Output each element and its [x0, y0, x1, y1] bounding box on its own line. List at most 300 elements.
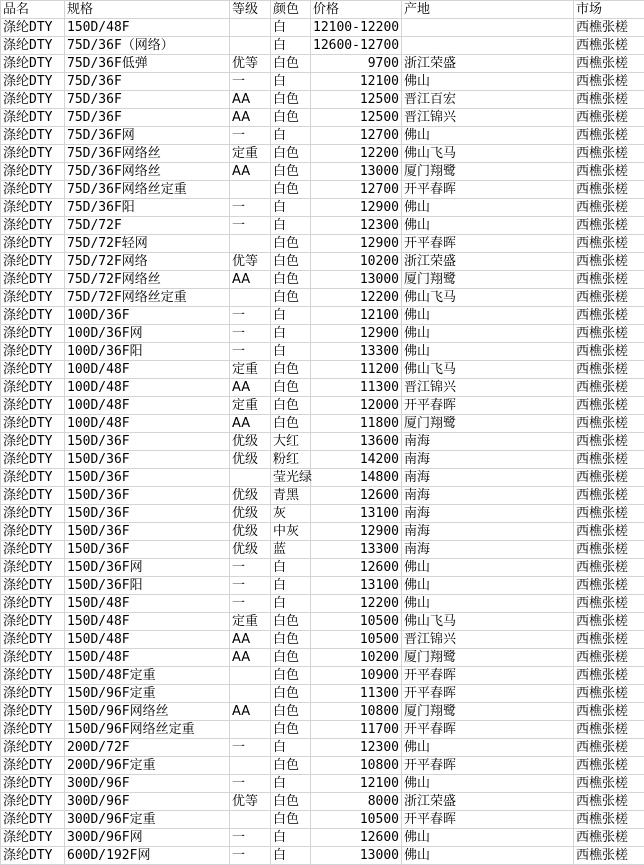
origin-cell[interactable]: 浙江荣盛: [402, 55, 574, 73]
spec-cell[interactable]: 150D/36F: [65, 451, 230, 469]
color-cell[interactable]: 粉红: [271, 451, 311, 469]
header-product[interactable]: 品名: [1, 1, 65, 19]
product-cell[interactable]: 涤纶DTY: [1, 703, 65, 721]
spec-cell[interactable]: 150D/36F: [65, 541, 230, 559]
origin-cell[interactable]: 南海: [402, 523, 574, 541]
grade-cell[interactable]: 一: [230, 73, 271, 91]
product-cell[interactable]: 涤纶DTY: [1, 631, 65, 649]
color-cell[interactable]: 蓝: [271, 541, 311, 559]
market-cell[interactable]: 西樵张槎: [574, 55, 644, 73]
color-cell[interactable]: 大红: [271, 433, 311, 451]
price-cell[interactable]: 11800: [311, 415, 402, 433]
header-market[interactable]: 市场: [574, 1, 644, 19]
color-cell[interactable]: 白色: [271, 289, 311, 307]
price-cell[interactable]: 13600: [311, 433, 402, 451]
origin-cell[interactable]: 佛山飞马: [402, 613, 574, 631]
grade-cell[interactable]: 一: [230, 559, 271, 577]
grade-cell[interactable]: AA: [230, 379, 271, 397]
color-cell[interactable]: 白色: [271, 703, 311, 721]
product-cell[interactable]: 涤纶DTY: [1, 109, 65, 127]
market-cell[interactable]: 西樵张槎: [574, 379, 644, 397]
origin-cell[interactable]: 佛山: [402, 559, 574, 577]
price-cell[interactable]: 12500: [311, 109, 402, 127]
color-cell[interactable]: 白: [271, 325, 311, 343]
header-spec[interactable]: 规格: [65, 1, 230, 19]
market-cell[interactable]: 西樵张槎: [574, 163, 644, 181]
price-cell[interactable]: 12900: [311, 235, 402, 253]
spec-cell[interactable]: 100D/48F: [65, 397, 230, 415]
market-cell[interactable]: 西樵张槎: [574, 469, 644, 487]
color-cell[interactable]: 白: [271, 829, 311, 847]
product-cell[interactable]: 涤纶DTY: [1, 505, 65, 523]
grade-cell[interactable]: 定重: [230, 145, 271, 163]
market-cell[interactable]: 西樵张槎: [574, 613, 644, 631]
product-cell[interactable]: 涤纶DTY: [1, 91, 65, 109]
grade-cell[interactable]: [230, 235, 271, 253]
grade-cell[interactable]: AA: [230, 415, 271, 433]
price-cell[interactable]: 13000: [311, 847, 402, 865]
grade-cell[interactable]: 优等: [230, 793, 271, 811]
origin-cell[interactable]: 佛山: [402, 739, 574, 757]
origin-cell[interactable]: [402, 37, 574, 55]
color-cell[interactable]: 白色: [271, 181, 311, 199]
price-cell[interactable]: 11300: [311, 379, 402, 397]
product-cell[interactable]: 涤纶DTY: [1, 451, 65, 469]
color-cell[interactable]: 白: [271, 559, 311, 577]
grade-cell[interactable]: 一: [230, 307, 271, 325]
grade-cell[interactable]: [230, 667, 271, 685]
price-cell[interactable]: 13100: [311, 505, 402, 523]
market-cell[interactable]: 西樵张槎: [574, 397, 644, 415]
market-cell[interactable]: 西樵张槎: [574, 343, 644, 361]
market-cell[interactable]: 西樵张槎: [574, 289, 644, 307]
price-cell[interactable]: 10900: [311, 667, 402, 685]
grade-cell[interactable]: AA: [230, 109, 271, 127]
origin-cell[interactable]: 佛山: [402, 307, 574, 325]
spec-cell[interactable]: 150D/48F: [65, 613, 230, 631]
spec-cell[interactable]: 150D/36F: [65, 523, 230, 541]
market-cell[interactable]: 西樵张槎: [574, 199, 644, 217]
price-cell[interactable]: 13100: [311, 577, 402, 595]
origin-cell[interactable]: 佛山: [402, 73, 574, 91]
product-cell[interactable]: 涤纶DTY: [1, 559, 65, 577]
market-cell[interactable]: 西樵张槎: [574, 487, 644, 505]
origin-cell[interactable]: 晋江百宏: [402, 91, 574, 109]
spec-cell[interactable]: 150D/48F: [65, 595, 230, 613]
color-cell[interactable]: 白色: [271, 613, 311, 631]
spec-cell[interactable]: 100D/36F: [65, 307, 230, 325]
color-cell[interactable]: 白色: [271, 163, 311, 181]
spec-cell[interactable]: 300D/96F: [65, 793, 230, 811]
color-cell[interactable]: 白色: [271, 811, 311, 829]
price-cell[interactable]: 13000: [311, 271, 402, 289]
grade-cell[interactable]: [230, 37, 271, 55]
product-cell[interactable]: 涤纶DTY: [1, 487, 65, 505]
price-cell[interactable]: 12600: [311, 829, 402, 847]
price-cell[interactable]: 12100: [311, 775, 402, 793]
origin-cell[interactable]: 佛山飞马: [402, 289, 574, 307]
header-color[interactable]: 颜色: [271, 1, 311, 19]
product-cell[interactable]: 涤纶DTY: [1, 397, 65, 415]
market-cell[interactable]: 西樵张槎: [574, 631, 644, 649]
grade-cell[interactable]: 优级: [230, 523, 271, 541]
color-cell[interactable]: 白色: [271, 361, 311, 379]
origin-cell[interactable]: 南海: [402, 469, 574, 487]
spec-cell[interactable]: 100D/36F网: [65, 325, 230, 343]
product-cell[interactable]: 涤纶DTY: [1, 667, 65, 685]
origin-cell[interactable]: 开平春晖: [402, 811, 574, 829]
origin-cell[interactable]: 开平春晖: [402, 757, 574, 775]
price-cell[interactable]: 12100: [311, 73, 402, 91]
price-cell[interactable]: 11700: [311, 721, 402, 739]
market-cell[interactable]: 西樵张槎: [574, 307, 644, 325]
color-cell[interactable]: 白色: [271, 631, 311, 649]
product-cell[interactable]: 涤纶DTY: [1, 73, 65, 91]
spec-cell[interactable]: 600D/192F网: [65, 847, 230, 865]
spec-cell[interactable]: 150D/48F定重: [65, 667, 230, 685]
color-cell[interactable]: 白色: [271, 253, 311, 271]
grade-cell[interactable]: AA: [230, 163, 271, 181]
header-price[interactable]: 价格: [311, 1, 402, 19]
spec-cell[interactable]: 150D/48F: [65, 649, 230, 667]
grade-cell[interactable]: 一: [230, 829, 271, 847]
grade-cell[interactable]: [230, 181, 271, 199]
price-cell[interactable]: 10200: [311, 253, 402, 271]
origin-cell[interactable]: 佛山: [402, 595, 574, 613]
product-cell[interactable]: 涤纶DTY: [1, 523, 65, 541]
market-cell[interactable]: 西樵张槎: [574, 541, 644, 559]
spec-cell[interactable]: 75D/36F低弹: [65, 55, 230, 73]
market-cell[interactable]: 西樵张槎: [574, 847, 644, 865]
market-cell[interactable]: 西樵张槎: [574, 253, 644, 271]
header-grade[interactable]: 等级: [230, 1, 271, 19]
price-cell[interactable]: 10800: [311, 757, 402, 775]
spec-cell[interactable]: 75D/36F网络丝: [65, 163, 230, 181]
origin-cell[interactable]: 南海: [402, 541, 574, 559]
origin-cell[interactable]: 晋江锦兴: [402, 109, 574, 127]
grade-cell[interactable]: AA: [230, 649, 271, 667]
color-cell[interactable]: 白色: [271, 271, 311, 289]
origin-cell[interactable]: 南海: [402, 433, 574, 451]
product-cell[interactable]: 涤纶DTY: [1, 433, 65, 451]
product-cell[interactable]: 涤纶DTY: [1, 217, 65, 235]
spec-cell[interactable]: 200D/72F: [65, 739, 230, 757]
product-cell[interactable]: 涤纶DTY: [1, 37, 65, 55]
spec-cell[interactable]: 75D/36F: [65, 91, 230, 109]
product-cell[interactable]: 涤纶DTY: [1, 253, 65, 271]
color-cell[interactable]: 白: [271, 19, 311, 37]
grade-cell[interactable]: [230, 19, 271, 37]
color-cell[interactable]: 白色: [271, 667, 311, 685]
market-cell[interactable]: 西樵张槎: [574, 775, 644, 793]
spec-cell[interactable]: 100D/36F阳: [65, 343, 230, 361]
color-cell[interactable]: 白: [271, 577, 311, 595]
origin-cell[interactable]: 佛山: [402, 829, 574, 847]
spec-cell[interactable]: 150D/96F网络丝定重: [65, 721, 230, 739]
spec-cell[interactable]: 150D/36F网: [65, 559, 230, 577]
market-cell[interactable]: 西樵张槎: [574, 109, 644, 127]
spec-cell[interactable]: 150D/36F: [65, 505, 230, 523]
market-cell[interactable]: 西樵张槎: [574, 595, 644, 613]
market-cell[interactable]: 西樵张槎: [574, 415, 644, 433]
grade-cell[interactable]: 一: [230, 577, 271, 595]
market-cell[interactable]: 西樵张槎: [574, 91, 644, 109]
color-cell[interactable]: 中灰: [271, 523, 311, 541]
market-cell[interactable]: 西樵张槎: [574, 217, 644, 235]
origin-cell[interactable]: 开平春晖: [402, 721, 574, 739]
market-cell[interactable]: 西樵张槎: [574, 685, 644, 703]
origin-cell[interactable]: 佛山: [402, 577, 574, 595]
market-cell[interactable]: 西樵张槎: [574, 505, 644, 523]
spec-cell[interactable]: 100D/48F: [65, 361, 230, 379]
product-cell[interactable]: 涤纶DTY: [1, 235, 65, 253]
price-cell[interactable]: 12900: [311, 523, 402, 541]
price-cell[interactable]: 10500: [311, 631, 402, 649]
origin-cell[interactable]: 开平春晖: [402, 667, 574, 685]
origin-cell[interactable]: 开平春晖: [402, 181, 574, 199]
grade-cell[interactable]: 定重: [230, 361, 271, 379]
market-cell[interactable]: 西樵张槎: [574, 721, 644, 739]
color-cell[interactable]: 白: [271, 73, 311, 91]
product-cell[interactable]: 涤纶DTY: [1, 649, 65, 667]
color-cell[interactable]: 白色: [271, 793, 311, 811]
origin-cell[interactable]: 浙江荣盛: [402, 793, 574, 811]
product-cell[interactable]: 涤纶DTY: [1, 721, 65, 739]
product-cell[interactable]: 涤纶DTY: [1, 415, 65, 433]
product-cell[interactable]: 涤纶DTY: [1, 145, 65, 163]
product-cell[interactable]: 涤纶DTY: [1, 793, 65, 811]
color-cell[interactable]: 白: [271, 775, 311, 793]
product-cell[interactable]: 涤纶DTY: [1, 55, 65, 73]
color-cell[interactable]: 莹光绿: [271, 469, 311, 487]
color-cell[interactable]: 白色: [271, 145, 311, 163]
price-cell[interactable]: 12000: [311, 397, 402, 415]
product-cell[interactable]: 涤纶DTY: [1, 325, 65, 343]
price-cell[interactable]: 12600: [311, 559, 402, 577]
origin-cell[interactable]: 佛山: [402, 775, 574, 793]
origin-cell[interactable]: 厦门翔鹭: [402, 271, 574, 289]
color-cell[interactable]: 白色: [271, 685, 311, 703]
product-cell[interactable]: 涤纶DTY: [1, 739, 65, 757]
price-cell[interactable]: 10500: [311, 613, 402, 631]
product-cell[interactable]: 涤纶DTY: [1, 469, 65, 487]
color-cell[interactable]: 白色: [271, 721, 311, 739]
spec-cell[interactable]: 300D/96F定重: [65, 811, 230, 829]
price-cell[interactable]: 12200: [311, 595, 402, 613]
spec-cell[interactable]: 150D/36F阳: [65, 577, 230, 595]
grade-cell[interactable]: [230, 469, 271, 487]
origin-cell[interactable]: 南海: [402, 451, 574, 469]
grade-cell[interactable]: 定重: [230, 613, 271, 631]
grade-cell[interactable]: 一: [230, 739, 271, 757]
market-cell[interactable]: 西樵张槎: [574, 271, 644, 289]
price-cell[interactable]: 9700: [311, 55, 402, 73]
spec-cell[interactable]: 150D/48F: [65, 19, 230, 37]
color-cell[interactable]: 白色: [271, 757, 311, 775]
market-cell[interactable]: 西樵张槎: [574, 811, 644, 829]
origin-cell[interactable]: 厦门翔鹭: [402, 649, 574, 667]
price-cell[interactable]: 12500: [311, 91, 402, 109]
price-cell[interactable]: 12600: [311, 487, 402, 505]
grade-cell[interactable]: 一: [230, 199, 271, 217]
origin-cell[interactable]: 晋江锦兴: [402, 379, 574, 397]
origin-cell[interactable]: 厦门翔鹭: [402, 703, 574, 721]
origin-cell[interactable]: 佛山: [402, 199, 574, 217]
price-cell[interactable]: 14200: [311, 451, 402, 469]
market-cell[interactable]: 西樵张槎: [574, 19, 644, 37]
market-cell[interactable]: 西樵张槎: [574, 559, 644, 577]
spec-cell[interactable]: 150D/36F: [65, 487, 230, 505]
grade-cell[interactable]: 优级: [230, 433, 271, 451]
spec-cell[interactable]: 75D/72F: [65, 217, 230, 235]
origin-cell[interactable]: 浙江荣盛: [402, 253, 574, 271]
color-cell[interactable]: 白: [271, 307, 311, 325]
origin-cell[interactable]: 佛山飞马: [402, 361, 574, 379]
origin-cell[interactable]: 晋江锦兴: [402, 631, 574, 649]
grade-cell[interactable]: AA: [230, 631, 271, 649]
color-cell[interactable]: 白: [271, 343, 311, 361]
price-cell[interactable]: 12900: [311, 199, 402, 217]
product-cell[interactable]: 涤纶DTY: [1, 685, 65, 703]
price-cell[interactable]: 12300: [311, 739, 402, 757]
origin-cell[interactable]: 南海: [402, 505, 574, 523]
color-cell[interactable]: 白: [271, 217, 311, 235]
product-cell[interactable]: 涤纶DTY: [1, 811, 65, 829]
color-cell[interactable]: 白色: [271, 91, 311, 109]
market-cell[interactable]: 西樵张槎: [574, 667, 644, 685]
color-cell[interactable]: 白: [271, 199, 311, 217]
color-cell[interactable]: 灰: [271, 505, 311, 523]
color-cell[interactable]: 白色: [271, 379, 311, 397]
price-cell[interactable]: 10200: [311, 649, 402, 667]
color-cell[interactable]: 白: [271, 127, 311, 145]
price-cell[interactable]: 12100: [311, 307, 402, 325]
color-cell[interactable]: 白色: [271, 415, 311, 433]
price-cell[interactable]: 12200: [311, 289, 402, 307]
spec-cell[interactable]: 300D/96F网: [65, 829, 230, 847]
product-cell[interactable]: 涤纶DTY: [1, 577, 65, 595]
origin-cell[interactable]: 开平春晖: [402, 235, 574, 253]
product-cell[interactable]: 涤纶DTY: [1, 271, 65, 289]
market-cell[interactable]: 西樵张槎: [574, 181, 644, 199]
price-cell[interactable]: 13000: [311, 163, 402, 181]
grade-cell[interactable]: 优级: [230, 505, 271, 523]
market-cell[interactable]: 西樵张槎: [574, 37, 644, 55]
grade-cell[interactable]: 一: [230, 343, 271, 361]
product-cell[interactable]: 涤纶DTY: [1, 379, 65, 397]
color-cell[interactable]: 白: [271, 739, 311, 757]
spec-cell[interactable]: 150D/48F: [65, 631, 230, 649]
spec-cell[interactable]: 150D/96F定重: [65, 685, 230, 703]
grade-cell[interactable]: 定重: [230, 397, 271, 415]
price-cell[interactable]: 12700: [311, 127, 402, 145]
spec-cell[interactable]: 100D/48F: [65, 379, 230, 397]
spec-cell[interactable]: 150D/96F网络丝: [65, 703, 230, 721]
price-cell[interactable]: 12300: [311, 217, 402, 235]
grade-cell[interactable]: 优等: [230, 253, 271, 271]
product-cell[interactable]: 涤纶DTY: [1, 289, 65, 307]
price-cell[interactable]: 12700: [311, 181, 402, 199]
grade-cell[interactable]: 优级: [230, 451, 271, 469]
spec-cell[interactable]: 150D/36F: [65, 433, 230, 451]
color-cell[interactable]: 白: [271, 37, 311, 55]
grade-cell[interactable]: [230, 811, 271, 829]
grade-cell[interactable]: 一: [230, 595, 271, 613]
color-cell[interactable]: 白色: [271, 235, 311, 253]
market-cell[interactable]: 西樵张槎: [574, 739, 644, 757]
color-cell[interactable]: 白: [271, 847, 311, 865]
product-cell[interactable]: 涤纶DTY: [1, 307, 65, 325]
market-cell[interactable]: 西樵张槎: [574, 523, 644, 541]
origin-cell[interactable]: 佛山: [402, 325, 574, 343]
product-cell[interactable]: 涤纶DTY: [1, 343, 65, 361]
grade-cell[interactable]: 优级: [230, 541, 271, 559]
grade-cell[interactable]: [230, 757, 271, 775]
price-cell[interactable]: 12100-12200: [311, 19, 402, 37]
origin-cell[interactable]: 佛山飞马: [402, 145, 574, 163]
market-cell[interactable]: 西樵张槎: [574, 145, 644, 163]
product-cell[interactable]: 涤纶DTY: [1, 613, 65, 631]
origin-cell[interactable]: 开平春晖: [402, 397, 574, 415]
product-cell[interactable]: 涤纶DTY: [1, 163, 65, 181]
market-cell[interactable]: 西樵张槎: [574, 649, 644, 667]
grade-cell[interactable]: 一: [230, 775, 271, 793]
product-cell[interactable]: 涤纶DTY: [1, 19, 65, 37]
header-origin[interactable]: 产地: [402, 1, 574, 19]
origin-cell[interactable]: 厦门翔鹭: [402, 415, 574, 433]
product-cell[interactable]: 涤纶DTY: [1, 361, 65, 379]
origin-cell[interactable]: 佛山: [402, 217, 574, 235]
grade-cell[interactable]: [230, 289, 271, 307]
market-cell[interactable]: 西樵张槎: [574, 361, 644, 379]
spec-cell[interactable]: 75D/36F网络丝: [65, 145, 230, 163]
price-cell[interactable]: 12900: [311, 325, 402, 343]
origin-cell[interactable]: 开平春晖: [402, 685, 574, 703]
price-cell[interactable]: 14800: [311, 469, 402, 487]
spec-cell[interactable]: 75D/36F网: [65, 127, 230, 145]
product-cell[interactable]: 涤纶DTY: [1, 181, 65, 199]
origin-cell[interactable]: 南海: [402, 487, 574, 505]
market-cell[interactable]: 西樵张槎: [574, 73, 644, 91]
color-cell[interactable]: 白色: [271, 649, 311, 667]
product-cell[interactable]: 涤纶DTY: [1, 775, 65, 793]
market-cell[interactable]: 西樵张槎: [574, 829, 644, 847]
grade-cell[interactable]: 一: [230, 217, 271, 235]
product-cell[interactable]: 涤纶DTY: [1, 541, 65, 559]
spec-cell[interactable]: 75D/72F网络: [65, 253, 230, 271]
color-cell[interactable]: 白色: [271, 109, 311, 127]
color-cell[interactable]: 青黑: [271, 487, 311, 505]
price-cell[interactable]: 13300: [311, 541, 402, 559]
price-cell[interactable]: 8000: [311, 793, 402, 811]
price-cell[interactable]: 11300: [311, 685, 402, 703]
product-cell[interactable]: 涤纶DTY: [1, 847, 65, 865]
price-cell[interactable]: 11200: [311, 361, 402, 379]
product-cell[interactable]: 涤纶DTY: [1, 199, 65, 217]
spec-cell[interactable]: 150D/36F: [65, 469, 230, 487]
grade-cell[interactable]: 一: [230, 847, 271, 865]
market-cell[interactable]: 西樵张槎: [574, 433, 644, 451]
grade-cell[interactable]: AA: [230, 703, 271, 721]
spec-cell[interactable]: 75D/36F: [65, 109, 230, 127]
spec-cell[interactable]: 75D/36F阳: [65, 199, 230, 217]
product-cell[interactable]: 涤纶DTY: [1, 127, 65, 145]
market-cell[interactable]: 西樵张槎: [574, 451, 644, 469]
spec-cell[interactable]: 75D/72F网络丝: [65, 271, 230, 289]
product-cell[interactable]: 涤纶DTY: [1, 595, 65, 613]
price-cell[interactable]: 12600-12700: [311, 37, 402, 55]
color-cell[interactable]: 白色: [271, 397, 311, 415]
